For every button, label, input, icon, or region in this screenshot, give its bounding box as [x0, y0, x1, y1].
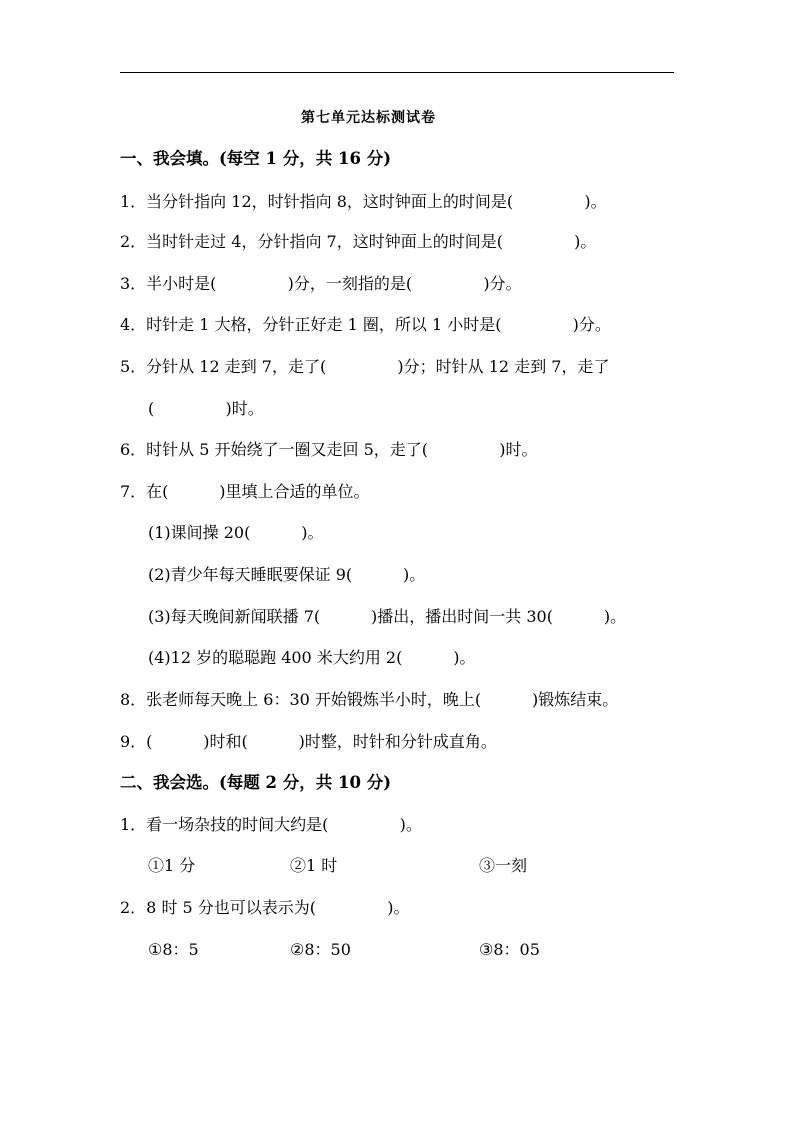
- question-1-5-line-2: ( )时。: [148, 399, 264, 418]
- question-1-7-part-4: (4)12 岁的聪聪跑 400 米大约用 2( )。: [148, 648, 476, 667]
- question-1-7-part-2: (2)青少年每天睡眠要保证 9( )。: [148, 565, 426, 584]
- question-2-2-option-3: ③8：05: [479, 940, 540, 959]
- question-1-6: 6．时针从 5 开始绕了一圈又走回 5，走了( )时。: [120, 440, 538, 459]
- question-1-7-part-3: (3)每天晚间新闻联播 7( )播出，播出时间一共 30( )。: [148, 607, 627, 626]
- question-1-9: 9．( )时和( )时整，时针和分针成直角。: [120, 732, 497, 751]
- question-2-1-option-2: ②1 时: [290, 856, 338, 875]
- question-1-2: 2．当时针走过 4，分针指向 7，这时钟面上的时间是( )。: [120, 232, 597, 251]
- question-2-2-option-1: ①8：5: [148, 940, 199, 959]
- question-2-1: 1．看一场杂技的时间大约是( )。: [120, 815, 422, 834]
- question-1-7: 7．在( )里填上合适的单位。: [120, 482, 370, 501]
- question-1-4: 4．时针走 1 大格，分针正好走 1 圈，所以 1 小时是( )分。: [120, 315, 611, 334]
- section-2-heading: 二、我会选。(每题 2 分，共 10 分): [120, 773, 392, 792]
- question-1-8: 8．张老师每天晚上 6：30 开始锻炼半小时，晚上( )锻炼结束。: [120, 690, 619, 709]
- header-rule: [120, 72, 674, 73]
- question-1-5-line-1: 5．分针从 12 走到 7，走了( )分；时针从 12 走到 7，走了: [120, 357, 610, 376]
- question-1-1: 1．当分针指向 12，时针指向 8，这时钟面上的时间是( )。: [120, 192, 607, 211]
- question-2-1-option-3: ③一刻: [479, 856, 528, 875]
- document-title: 第七单元达标测试卷: [301, 110, 436, 126]
- question-2-1-option-1: ①1 分: [148, 856, 196, 875]
- question-1-3: 3．半小时是( )分，一刻指的是( )分。: [120, 274, 522, 293]
- question-2-2: 2．8 时 5 分也可以表示为( )。: [120, 898, 410, 917]
- section-1-heading: 一、我会填。(每空 1 分，共 16 分): [120, 149, 392, 168]
- question-2-2-option-2: ②8：50: [290, 940, 351, 959]
- question-1-7-part-1: (1)课间操 20( )。: [148, 523, 324, 542]
